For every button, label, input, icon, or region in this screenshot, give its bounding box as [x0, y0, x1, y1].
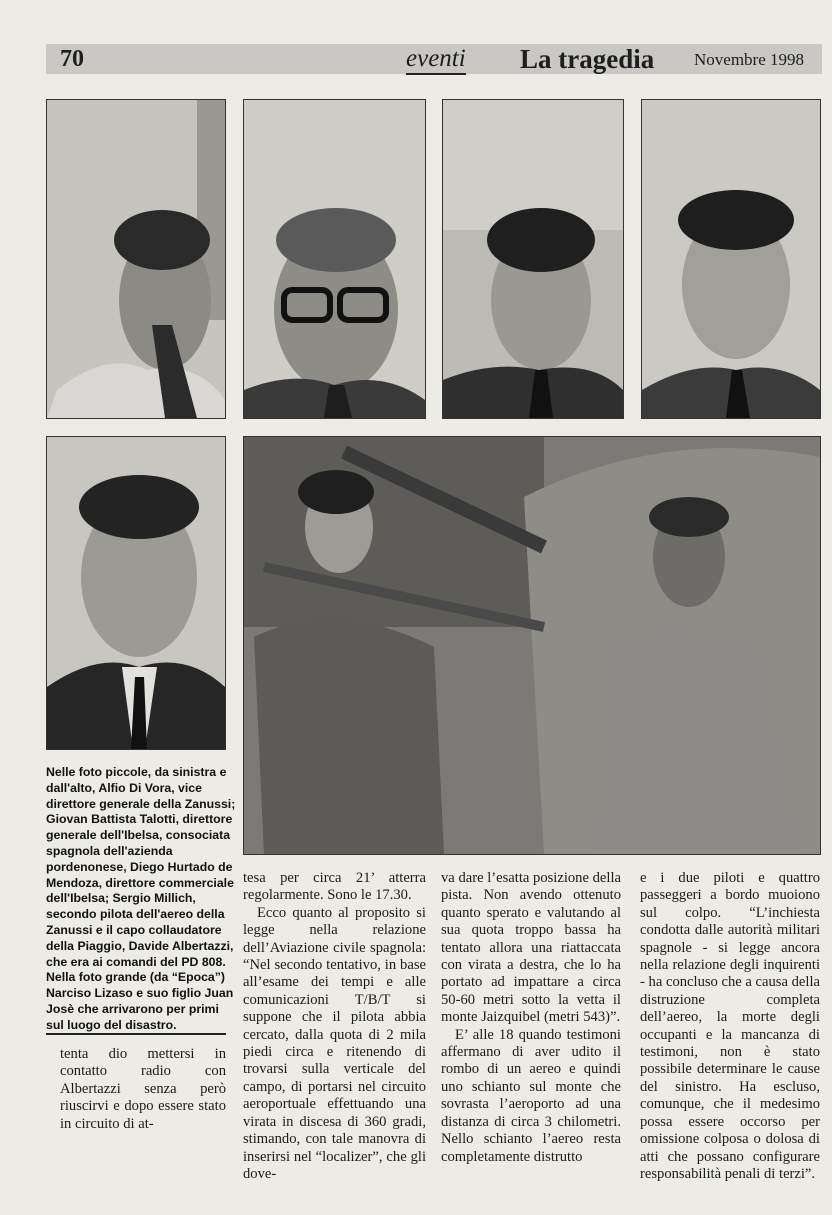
article-column-1	[60, 1046, 226, 1133]
issue-date: Novembre 1998	[694, 50, 805, 69]
portrait-photo-icon	[244, 100, 425, 418]
photo-caption	[46, 765, 238, 1034]
article-paragraph: E’ alle 18 quando testimoni affermano di aver udito il rombo di un aereo e quindi uno schianto sul monte che sovrasta l’aeroporto ad una distanza di circa 3 chilometri. Nello schianto l’aereo resta completamente distrutto	[441, 1026, 621, 1165]
article-paragraph: va dare l’esatta posizione della pista. Non avendo ottenuto quanto sperato e valutando al sua quota troppo bassa ha tentato allora una riattaccata con virata a destra, che lo ha portato ad impattare a circa 50-60 metri sotto la vetta il monte Jaizquibel (metri 543)”.	[441, 870, 621, 1026]
article-column-3	[441, 870, 621, 1166]
large-photo	[243, 436, 821, 855]
group-photo-icon	[244, 437, 820, 854]
section-label: eventi	[406, 45, 466, 75]
page-header	[46, 44, 822, 74]
portrait-photo-5	[46, 436, 226, 750]
caption-divider	[46, 1033, 226, 1035]
portrait-photo-3	[442, 99, 624, 419]
article-column-4	[640, 870, 820, 1183]
article-paragraph: Ecco quanto al proposito si legge nella relazione dell’Aviazione civile spagnola: “Nel secondo tentativo, in base all’esame dei tempi e alle comunicazioni T/B/T si suppone che il pilota abbia cercato, dalla quota di 2 mila piedi circa e ritenendo di trovarsi sulla verticale del campo, di portarsi nel circuito aeroportuale effettuando una virata in discesa di 360 gradi, stimando, con tale manovra di inserirsi nel “localizer”, che gli dove-	[243, 904, 426, 1182]
article-paragraph: tenta dio mettersi in contatto radio con Albertazzi senza però riuscirvi e dopo essere stato in circuito di at-	[60, 1046, 226, 1132]
page-number: 70	[60, 46, 84, 72]
portrait-photo-1	[46, 99, 226, 419]
article-column-2	[243, 870, 426, 1183]
article-paragraph: e i due piloti e quattro passeggeri a bordo muoiono sul colpo. “L’inchiesta condotta dalle autorità militari spagnole - si legge ancora nella relazione degli inquirenti - ha concluso che a causa della distruzione completa dell’aereo, la morte degli occupanti e la mancanza di testimoni, non è stato possibile determinare le cause del sinistro. Ha escluso, comunque, che il medesimo possa essere occorso per omissione colposa o dolosa di atti che possano configurare responsabilità penali di terzi”.	[640, 870, 820, 1182]
portrait-photo-icon	[642, 100, 820, 418]
caption-small-photos: Nelle foto piccole, da sinistra e dall'alto, Alfio Di Vora, vice direttore generale della Zanussi; Giovan Battista Talotti, direttore generale dell'Ibelsa, consociata spagnola dell'azienda pordenonese, Diego Hurtado de Mendoza, direttore commerciale dell'Ibelsa; Sergio Millich, secondo pilota dell'aereo della Zanussi e il capo collaudatore della Piaggio, Davide Albertazzi, che era ai comandi del PD 808.	[46, 765, 236, 969]
page-title: La tragedia	[520, 44, 655, 74]
article-paragraph: tesa per circa 21’ atterra regolarmente. Sono le 17.30.	[243, 870, 426, 904]
portrait-photo-icon	[47, 437, 225, 749]
portrait-photo-2	[243, 99, 426, 419]
portrait-photo-icon	[443, 100, 623, 418]
portrait-photo-icon	[47, 100, 225, 418]
portrait-photo-4	[641, 99, 821, 419]
caption-large-photo: Nella foto grande (da “Epoca”) Narciso Lizaso e suo figlio Juan Josè che arrivarono per primi sul luogo del disastro.	[46, 970, 234, 1032]
